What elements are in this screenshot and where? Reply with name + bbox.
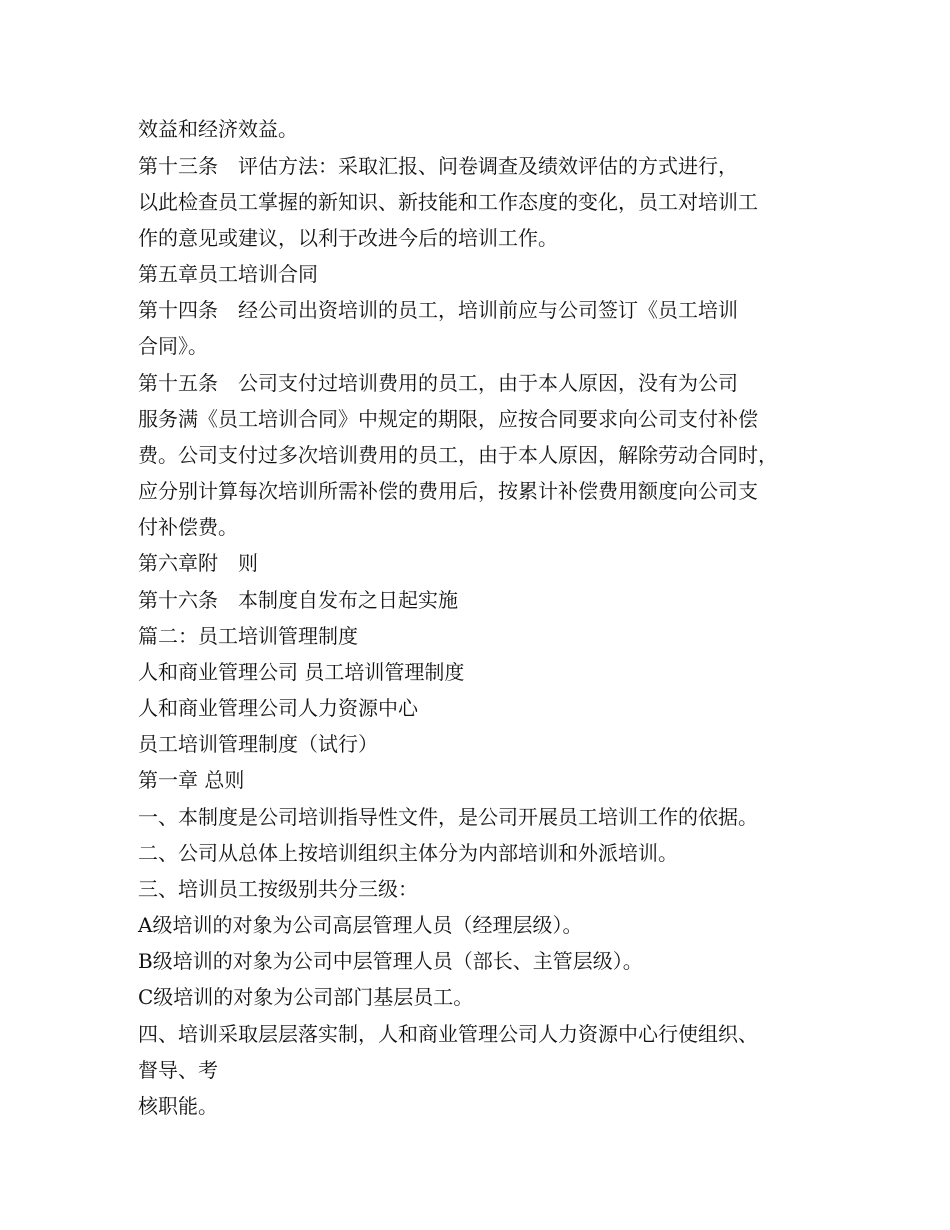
- text-line: 付补偿费。: [138, 515, 238, 539]
- text-line: 效益和经济效益。: [138, 117, 298, 141]
- chapter-heading: 第一章 总则: [138, 768, 245, 792]
- text-line: 合同》。: [138, 334, 208, 358]
- text-line: 第十六条 本制度自发布之日起实施: [138, 588, 458, 612]
- text-line: 以此检查员工掌握的新知识、新技能和工作态度的变化，员工对培训工: [138, 190, 758, 214]
- text-line: 应分别计算每次培训所需补偿的费用后，按累计补偿费用额度向公司支: [138, 479, 758, 503]
- text-line: 第十五条 公司支付过培训费用的员工，由于本人原因，没有为公司: [138, 371, 738, 395]
- text-line: 费。公司支付过多次培训费用的员工，由于本人原因，解除劳动合同时，: [138, 443, 778, 467]
- text-line: 核职能。: [138, 1094, 218, 1118]
- text-line: C级培训的对象为公司部门基层员工。: [138, 985, 474, 1009]
- text-line: 人和商业管理公司人力资源中心: [138, 696, 418, 720]
- text-line: 二、公司从总体上按培训组织主体分为内部培训和外派培训。: [138, 841, 678, 865]
- text-line: 一、本制度是公司培训指导性文件，是公司开展员工培训工作的依据。: [138, 805, 758, 829]
- chapter-heading: 第五章员工培训合同: [138, 262, 318, 286]
- text-line: 人和商业管理公司 员工培训管理制度: [138, 660, 465, 684]
- text-line: 作的意见或建议，以利于改进今后的培训工作。: [138, 226, 558, 250]
- text-line: 服务满《员工培训合同》中规定的期限，应按合同要求向公司支付补偿: [138, 407, 758, 431]
- text-line: B级培训的对象为公司中层管理人员（部长、主管层级）。: [138, 949, 643, 973]
- text-line: A级培训的对象为公司高层管理人员（经理层级）。: [138, 913, 583, 937]
- text-line: 督导、考: [138, 1058, 218, 1082]
- text-line: 第十四条 经公司出资培训的员工，培训前应与公司签订《员工培训: [138, 298, 738, 322]
- chapter-heading: 第六章附 则: [138, 551, 258, 575]
- text-line: 员工培训管理制度（试行）: [138, 732, 378, 756]
- text-line: 三、培训员工按级别共分三级：: [138, 877, 418, 901]
- section-title: 篇二：员工培训管理制度: [138, 624, 358, 648]
- text-line: 第十三条 评估方法：采取汇报、问卷调查及绩效评估的方式进行，: [138, 154, 738, 178]
- text-line: 四、培训采取层层落实制，人和商业管理公司人力资源中心行使组织、: [138, 1022, 758, 1046]
